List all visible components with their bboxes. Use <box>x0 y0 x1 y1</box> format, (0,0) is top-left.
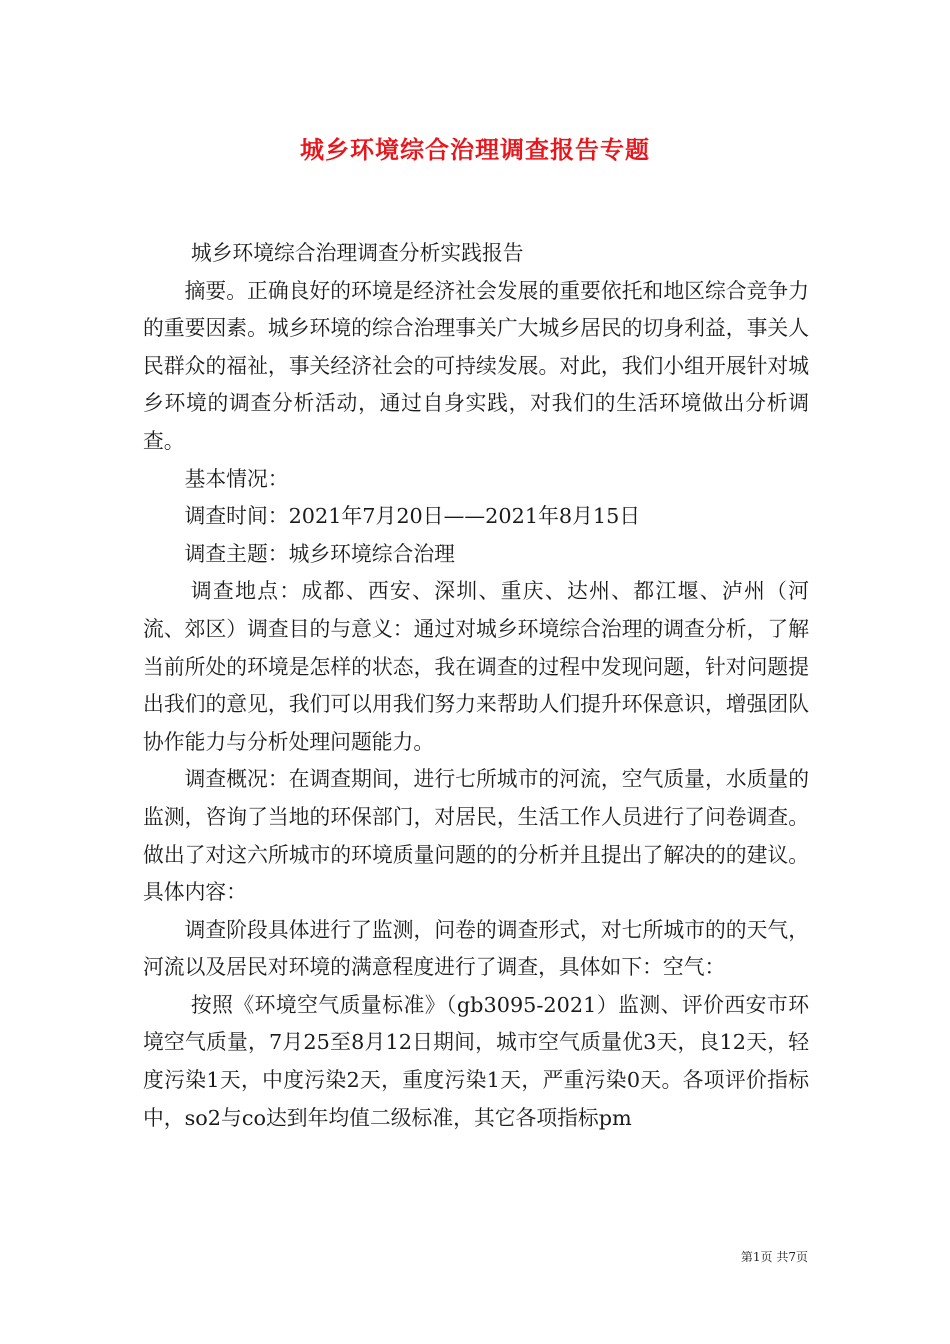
survey-overview-paragraph: 调查概况：在调查期间，进行七所城市的河流，空气质量，水质量的监测，咨询了当地的环保部门，对居民，生活工作人员进行了问卷调查。做出了对这六所城市的环境质量问题的的分析并且提出了解决的的建议。具体内容： <box>143 767 809 905</box>
page-number: 第1页 共7页 <box>740 1250 808 1264</box>
survey-time-line: 调查时间：2021年7月20日——2021年8月15日 <box>184 504 641 529</box>
air-quality-paragraph: 按照《环境空气质量标准》（gb3095-2021）监测、评价西安市环境空气质量，7月25至8月12日期间，城市空气质量优3天，良12天，轻度污染1天，中度污染2天，重度污染1天，严重污染0天。各项评价指标中，so2与co达到年均值二级标准，其它各项指标pm <box>143 992 809 1130</box>
basic-info-heading: 基本情况： <box>184 466 289 491</box>
report-subtitle: 城乡环境综合治理调查分析实践报告 <box>190 241 524 265</box>
survey-topic-line: 调查主题：城乡环境综合治理 <box>184 541 455 566</box>
document-body <box>143 235 809 1137</box>
abstract-paragraph: 摘要。正确良好的环境是经济社会发展的重要依托和地区综合竞争力的重要因素。城乡环境的综合治理事关广大城乡居民的切身利益，事关人民群众的福祉，事关经济社会的可持续发展。对此，我们小组开展针对城乡环境的调查分析活动，通过自身实践，对我们的生活环境做出分析调查。 <box>143 278 809 453</box>
document-title: 城乡环境综合治理调查报告专题 <box>300 136 650 164</box>
survey-stage-paragraph: 调查阶段具体进行了监测，问卷的调查形式，对七所城市的的天气，河流以及居民对环境的满意程度进行了调查，具体如下：空气： <box>143 917 809 980</box>
survey-location-paragraph: 调查地点：成都、西安、深圳、重庆、达州、都江堰、泸州（河流、郊区）调查目的与意义：通过对城乡环境综合治理的调查分析，了解当前所处的环境是怎样的状态，我在调查的过程中发现问题，针对问题提出我们的意见，我们可以用我们努力来帮助人们提升环保意识，增强团队协作能力与分析处理问题能力。 <box>143 579 809 754</box>
